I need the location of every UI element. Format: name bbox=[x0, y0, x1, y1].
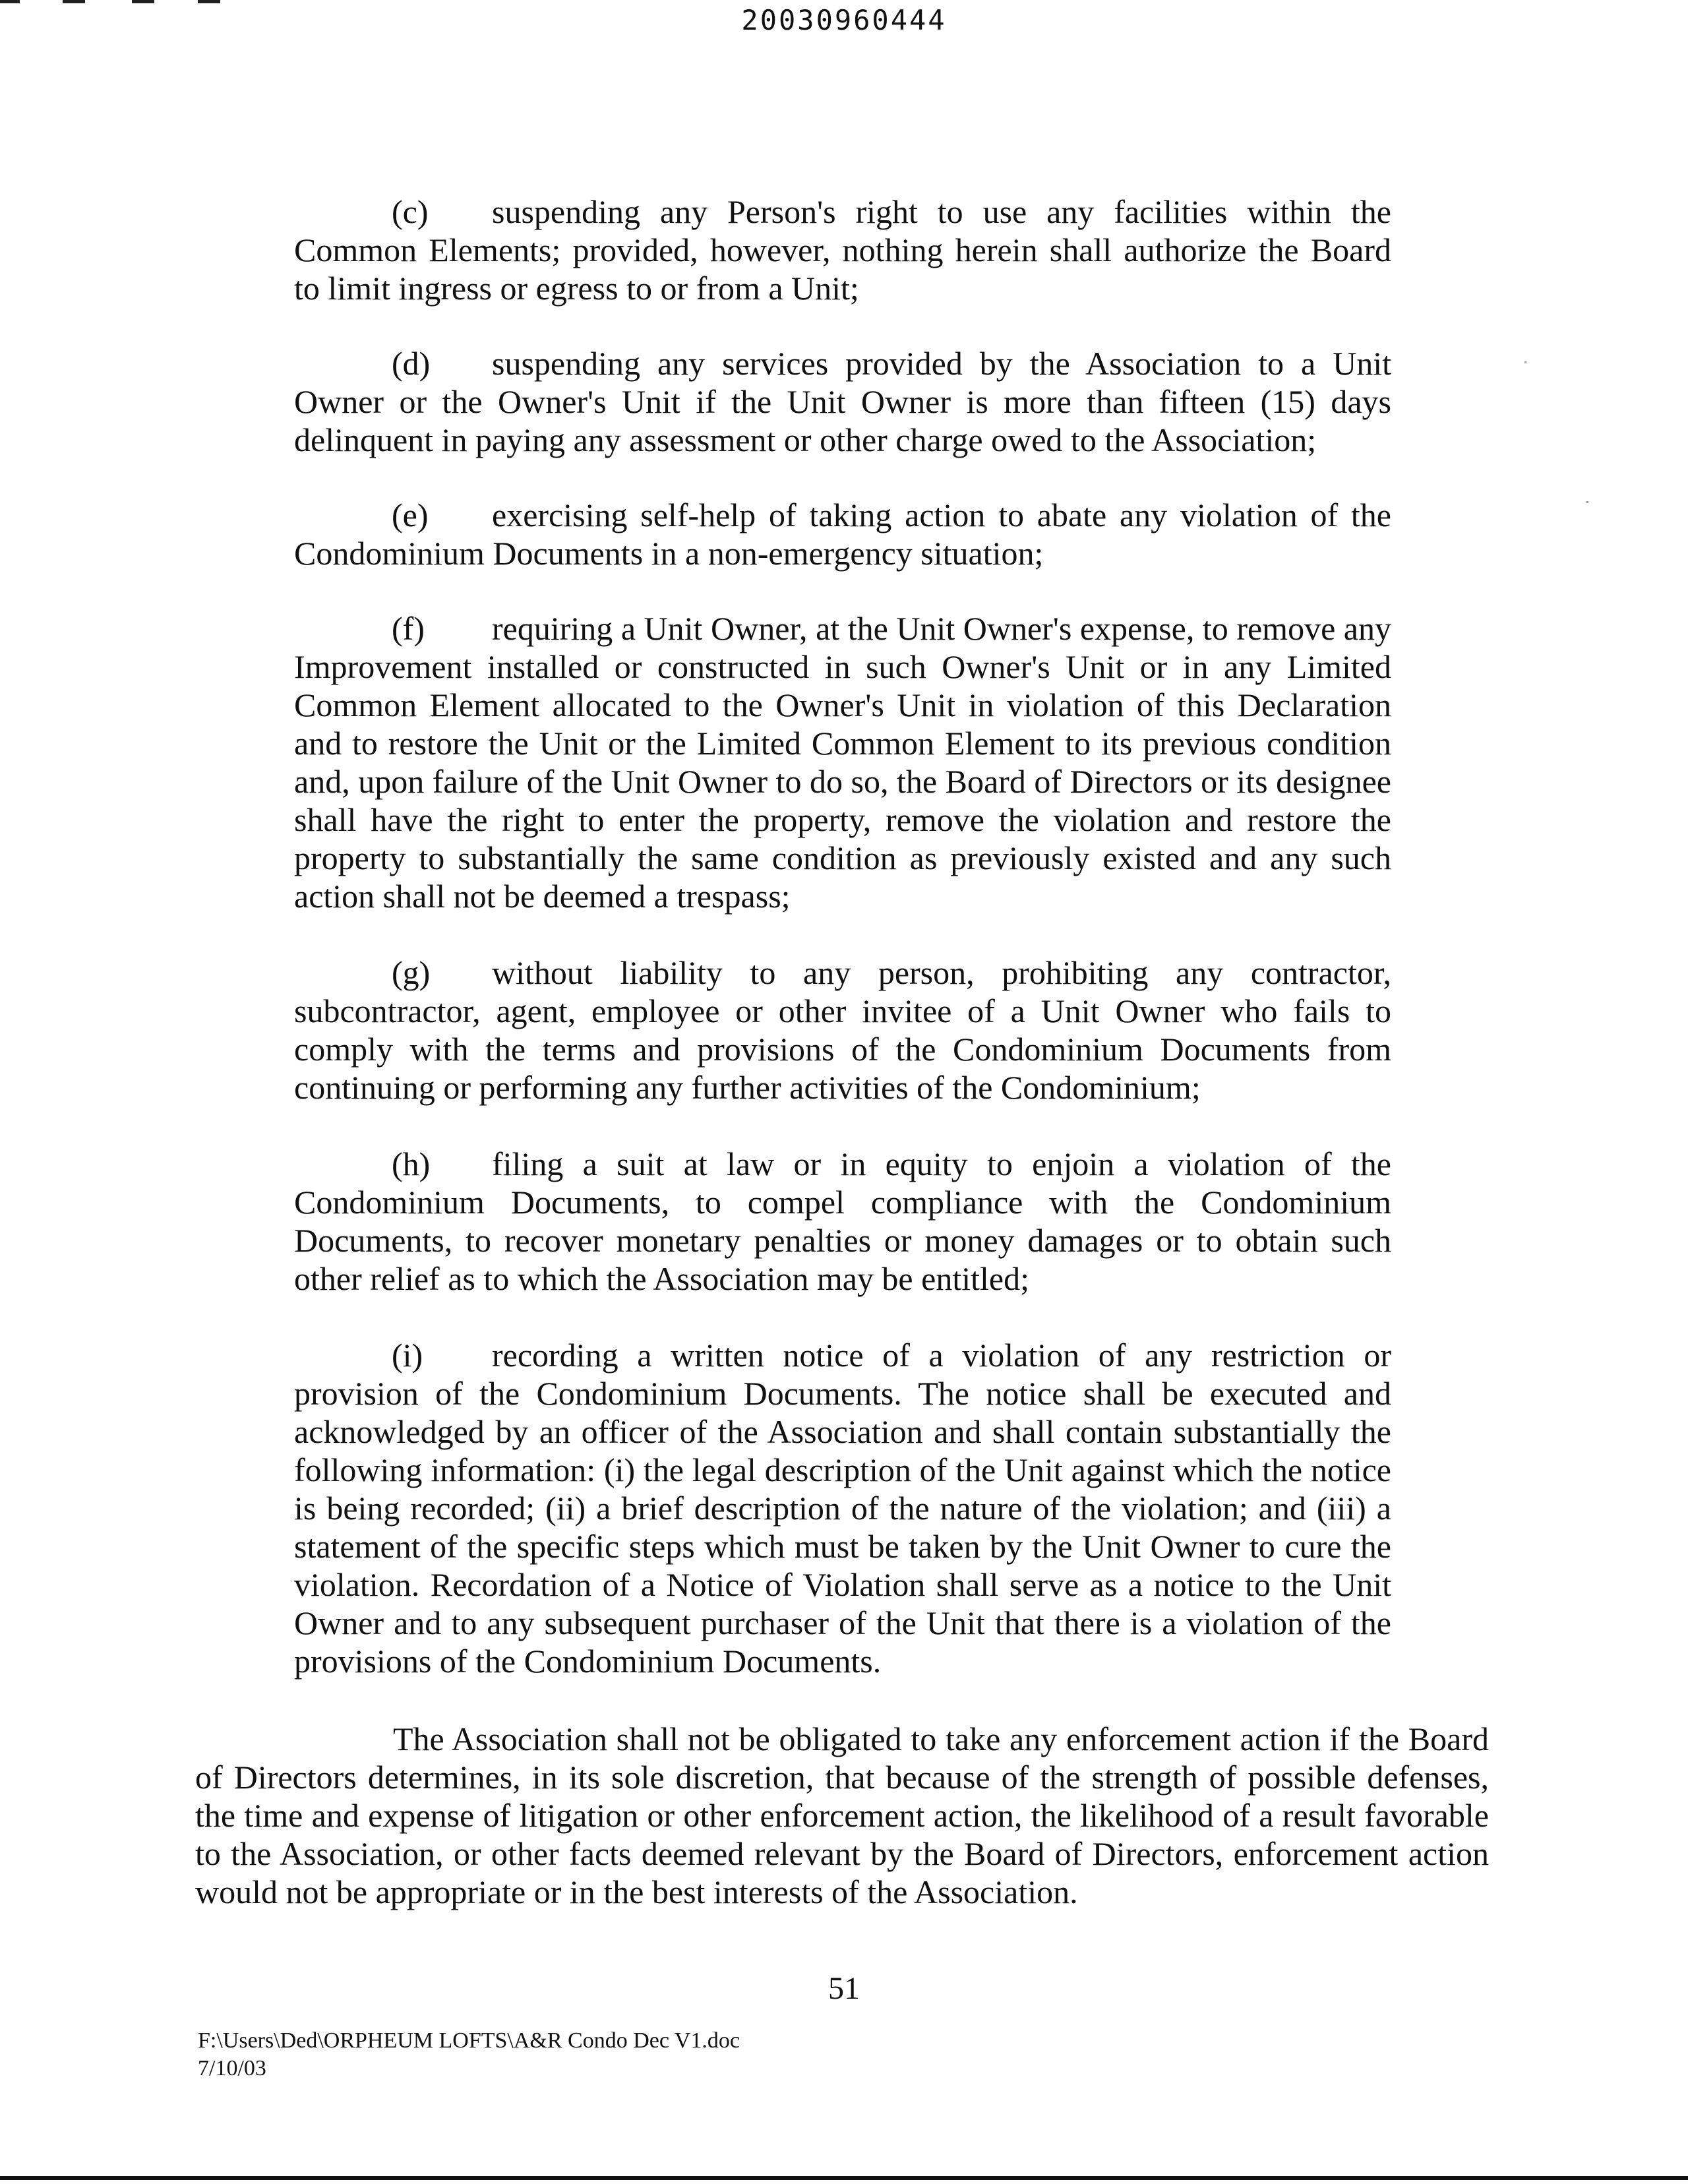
item-label: (c) bbox=[392, 193, 429, 230]
item-text: filing a suit at law or in equity to enjoin a violation of the Condominium Documents, to compel compliance with the Condominium Documents, to recover monetary penalties or money damages or to obtain such other relief as to which the Association may be entitled; bbox=[294, 1145, 1391, 1297]
footer bbox=[198, 2027, 740, 2082]
item-label: (i) bbox=[392, 1337, 423, 1374]
list-item-f bbox=[294, 609, 1391, 915]
list-item-h bbox=[294, 1145, 1391, 1298]
list-item-d bbox=[294, 344, 1391, 459]
page-number: 51 bbox=[828, 1971, 860, 2006]
scan-speck bbox=[1524, 361, 1526, 363]
item-label: (h) bbox=[392, 1145, 431, 1182]
item-text: requiring a Unit Owner, at the Unit Owner's expense, to remove any Improvement installed or constructed in such Owner's Unit or in any Limited Common Element allocated to the Owner's Unit in violation of this Declaration and to restore the Unit or the Limited Common Element to its previous condition and, upon failure of the Unit Owner to do so, the Board of Directors or its designee shall have the right to enter the property, remove the violation and restore the property to substantially the same condition as previously existed and any such action shall not be deemed a trespass; bbox=[294, 610, 1391, 915]
item-text: recording a written notice of a violation of any restriction or provision of the Condominium Documents. The notice shall be executed and acknowledged by an officer of the Association and shall contain substantially the following information: (i) the legal description of the Unit against which the notice is being recorded; (ii) a brief description of the nature of the violation; and (iii) a statement of the specific steps which must be taken by the Unit Owner to cure the violation. Recordation of a Notice of Violation shall serve as a notice to the Unit Owner and to any subsequent purchaser of the Unit that there is a violation of the provisions of the Condominium Documents. bbox=[294, 1337, 1391, 1680]
item-label: (d) bbox=[392, 345, 431, 382]
item-text: without liability to any person, prohibiting any contractor, subcontractor, agent, employee or other invitee of a Unit Owner who fails to comply with the terms and provisions of the Condominium Documents from continuing or performing any further activities of the Condominium; bbox=[294, 954, 1391, 1106]
scan-speck bbox=[1586, 501, 1588, 503]
item-label: (g) bbox=[392, 954, 431, 991]
item-text: suspending any Person's right to use any facilities within the Common Elements; provided, however, nothing herein shall authorize the Board to limit ingress or egress to or from a Unit; bbox=[294, 193, 1391, 307]
closing-paragraph bbox=[195, 1720, 1489, 1911]
item-label: (f) bbox=[392, 610, 425, 647]
list-item-i bbox=[294, 1336, 1391, 1680]
bottom-rule bbox=[0, 2176, 1688, 2180]
document-number: 20030960444 bbox=[741, 4, 947, 36]
item-label: (e) bbox=[392, 497, 429, 533]
footer-date: 7/10/03 bbox=[198, 2056, 266, 2080]
footer-file-path: F:\Users\Ded\ORPHEUM LOFTS\A&R Condo Dec V1.doc bbox=[198, 2028, 740, 2053]
item-text: suspending any services provided by the Association to a Unit Owner or the Owner's Unit if the Unit Owner is more than fifteen (15) days delinquent in paying any assessment or other charge owed to the Association; bbox=[294, 345, 1391, 458]
closing-paragraph-text: The Association shall not be obligated to take any enforcement action if the Board of Directors determines, in its sole discretion, that because of the strength of possible defenses, the time and expense of litigation or other enforcement action, the likelihood of a result favorable to the Association, or other facts deemed relevant by the Board of Directors, enforcement action would not be appropriate or in the best interests of the Association. bbox=[195, 1720, 1489, 1910]
item-text: exercising self-help of taking action to abate any violation of the Condominium Documents in a non-emergency situation; bbox=[294, 497, 1391, 572]
list-item-e bbox=[294, 496, 1391, 572]
list-item-g bbox=[294, 954, 1391, 1107]
list-item-c bbox=[294, 193, 1391, 307]
